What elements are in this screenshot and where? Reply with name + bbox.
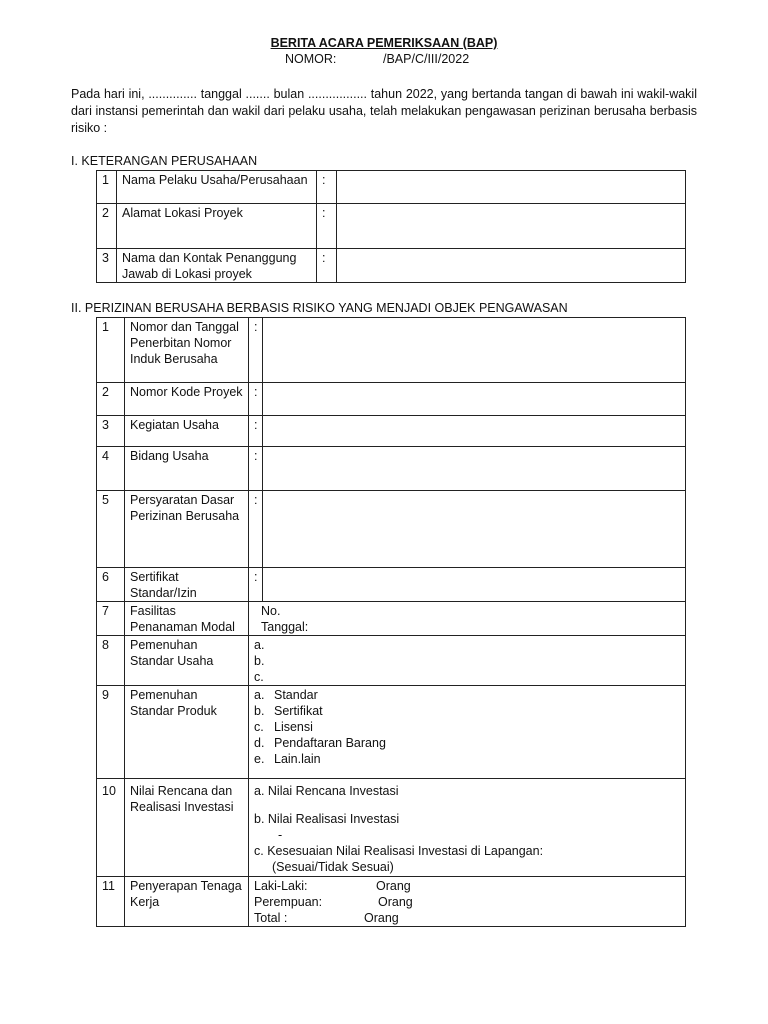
workforce-field[interactable] (249, 877, 686, 927)
workforce-male: Laki-Laki: Orang (254, 879, 411, 893)
row-separator: : (249, 568, 263, 602)
row-number: 4 (97, 447, 125, 491)
row-value-field[interactable] (263, 491, 686, 568)
facility-number-label: No. (261, 604, 281, 618)
row-label: Bidang Usaha (125, 447, 249, 491)
nomor-label: NOMOR: (285, 52, 337, 66)
row-label: Sertifikat Standar/Izin (125, 568, 249, 602)
row-separator: : (249, 318, 263, 383)
row-number: 7 (97, 602, 125, 636)
row-number: 10 (97, 779, 125, 877)
row-label: Nama Pelaku Usaha/Perusahaan (117, 171, 317, 204)
table-row (97, 447, 686, 491)
table-row (97, 686, 686, 779)
intro-paragraph: Pada hari ini, .............. tanggal ....... bulan ................. tahun 2022, yang bertanda tangan di bawah ini wakil-wakil dari instansi pemerintah dan wakil dari pelaku usaha, telah melakukan pengawasan perizinan berusaha berbasis risiko : (71, 87, 697, 135)
row-value-field[interactable] (337, 171, 686, 204)
row-label: Persyaratan Dasar Perizinan Berusaha (125, 491, 249, 568)
row-separator: : (317, 249, 337, 283)
dash-mark: - (278, 828, 283, 842)
row-label: Pemenuhan Standar Usaha (125, 636, 249, 686)
product-standard-field[interactable] (249, 686, 686, 779)
row-separator: : (249, 383, 263, 416)
investment-facility-field[interactable] (249, 602, 686, 636)
row-number: 9 (97, 686, 125, 779)
row-label: Pemenuhan Standar Produk (125, 686, 249, 779)
list-item: d. Pendaftaran Barang (254, 736, 386, 750)
table-row (97, 249, 686, 283)
row-value-field[interactable] (337, 204, 686, 249)
permit-table (96, 317, 686, 927)
workforce-total: Total : Orang (254, 911, 399, 925)
table-row (97, 491, 686, 568)
table-row (97, 204, 686, 249)
list-item: c. Lisensi (254, 720, 313, 734)
row-number: 8 (97, 636, 125, 686)
row-label: Nomor dan Tanggal Penerbitan Nomor Induk Berusaha (125, 318, 249, 383)
row-label: Nama dan Kontak Penanggung Jawab di Lokasi proyek (117, 249, 317, 283)
list-item: b. (254, 654, 265, 668)
row-label: Nilai Rencana dan Realisasi Investasi (125, 779, 249, 877)
conformity-options: (Sesuai/Tidak Sesuai) (272, 860, 394, 874)
table-row (97, 171, 686, 204)
facility-date-label: Tanggal: (261, 620, 309, 634)
row-number: 1 (97, 171, 117, 204)
table-row (97, 416, 686, 447)
row-number: 2 (97, 204, 117, 249)
row-number: 6 (97, 568, 125, 602)
section1-heading: I. KETERANGAN PERUSAHAAN (71, 154, 258, 168)
row-number: 5 (97, 491, 125, 568)
section2-heading: II. PERIZINAN BERUSAHA BERBASIS RISIKO YANG MENJADI OBJEK PENGAWASAN (71, 301, 568, 315)
row-number: 2 (97, 383, 125, 416)
table-row (97, 318, 686, 383)
row-label: Penyerapan Tenaga Kerja (125, 877, 249, 927)
row-value-field[interactable] (263, 416, 686, 447)
row-value-field[interactable] (263, 318, 686, 383)
nomor-value: /BAP/C/III/2022 (383, 52, 470, 66)
row-value-field[interactable] (263, 568, 686, 602)
row-number: 11 (97, 877, 125, 927)
table-row (97, 877, 686, 927)
investment-value-field[interactable] (249, 779, 686, 877)
list-item: c. (254, 670, 264, 684)
table-row (97, 568, 686, 602)
table-row (97, 779, 686, 877)
table-row (97, 636, 686, 686)
row-label: Alamat Lokasi Proyek (117, 204, 317, 249)
table-row (97, 383, 686, 416)
list-item: a. (254, 638, 265, 652)
row-number: 1 (97, 318, 125, 383)
row-value-field[interactable] (337, 249, 686, 283)
document-number (285, 52, 469, 66)
document-title: BERITA ACARA PEMERIKSAAN (BAP) (270, 36, 498, 50)
row-number: 3 (97, 416, 125, 447)
table-row (97, 602, 686, 636)
row-separator: : (249, 416, 263, 447)
row-number: 3 (97, 249, 117, 283)
row-separator: : (317, 204, 337, 249)
row-separator: : (249, 491, 263, 568)
row-separator: : (317, 171, 337, 204)
row-value-field[interactable] (263, 383, 686, 416)
row-label: Kegiatan Usaha (125, 416, 249, 447)
workforce-female: Perempuan: Orang (254, 895, 413, 909)
list-item: a. Standar (254, 688, 318, 702)
row-value-field[interactable] (263, 447, 686, 491)
list-item: e. Lain.lain (254, 752, 321, 766)
row-label: Fasilitas Penanaman Modal (125, 602, 249, 636)
realized-investment-label: b. Nilai Realisasi Investasi (254, 812, 400, 826)
company-info-table (96, 170, 686, 283)
row-separator: : (249, 447, 263, 491)
planned-investment-label: a. Nilai Rencana Investasi (254, 784, 399, 798)
business-standard-field[interactable] (249, 636, 686, 686)
investment-conformity-label: c. Kesesuaian Nilai Realisasi Investasi di Lapangan: (254, 844, 544, 858)
list-item: b. Sertifikat (254, 704, 323, 718)
row-label: Nomor Kode Proyek (125, 383, 249, 416)
